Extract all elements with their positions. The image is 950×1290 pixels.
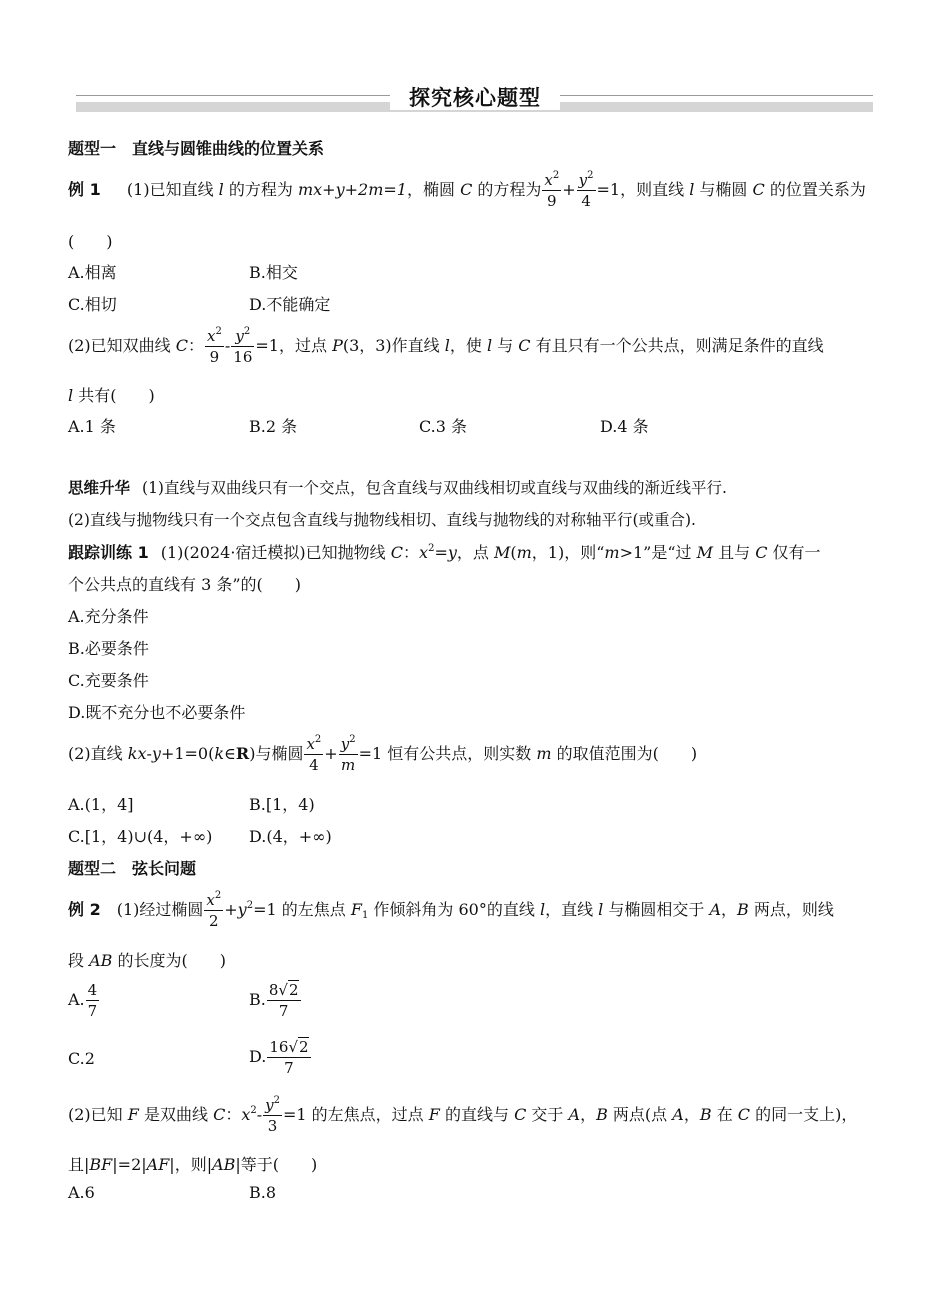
- type2-heading: 题型二 弦长问题: [68, 859, 197, 878]
- ex1-label: 例 1: [68, 180, 101, 199]
- ex2-q1-line2: 段 AB 的长度为( ): [68, 951, 226, 970]
- ex2-q2-line1: (2)已知 F 是双曲线 C：$x^2-$ $\frac{y^2}{3}$ =1 的左焦点，过点 F 的直线与 C 交于 A，B 两点(点 A，B 在 C 的同一支上)，: [68, 1094, 858, 1135]
- ex2-q2-line2: 且|BF|=2|AF|，则|AB|等于( ): [68, 1155, 318, 1174]
- ex2-q1-line1: 例 2 (1)经过椭圆 $\frac{x^2}{2}$ $+y^2=1$ 的左焦点 $F_1$ 作倾斜角为 60°的直线 l，直线 l 与椭圆相交于 A，B 两点，则线: [68, 889, 834, 930]
- track1-q2-option-c: C.[1，4)∪(4，+∞): [68, 827, 213, 846]
- fraction: $\frac{4}{7}$: [87, 980, 98, 1020]
- ex2-q1-option-a: A. $\frac{4}{7}$: [68, 980, 98, 1020]
- ex1-q1-option-c: C.相切: [68, 295, 117, 314]
- track1-q2-line1: (2)直线 kx-y+1=0(k∈R)与椭圆 $\frac{x^2}{4}$ + $\frac{y^2}{m}$ =1 恒有公共点，则实数 m 的取值范围为( ): [68, 733, 698, 774]
- ex2-q1-option-c: C.2: [68, 1049, 95, 1068]
- thinking-line1: 思维升华 (1)直线与双曲线只有一个交点，包含直线与双曲线相切或直线与双曲线的渐近线平行.: [68, 479, 727, 497]
- track1-q2-option-d: D.(4，+∞): [249, 827, 332, 846]
- track1-q1-option-d: D.既不充分也不必要条件: [68, 703, 246, 722]
- fraction: $\frac{8√2}{7}$: [268, 980, 299, 1020]
- ex1-q1-option-b: B.相交: [249, 263, 298, 282]
- section-header-title: 探究核心题型: [390, 82, 560, 110]
- fraction: $\frac{x^2}{9}$: [207, 325, 222, 366]
- type1-heading: 题型一 直线与圆锥曲线的位置关系: [68, 139, 325, 158]
- ex2-label: 例 2: [68, 900, 101, 919]
- ex2-q2-option-a: A.6: [68, 1183, 95, 1202]
- ex2-q2-option-b: B.8: [249, 1183, 277, 1202]
- track1-q1-option-a: A.充分条件: [68, 607, 149, 626]
- fraction: $\frac{y^2}{3}$: [265, 1094, 280, 1135]
- track1-label: 跟踪训练 1: [68, 543, 149, 562]
- track1-q2-option-a: A.(1，4]: [68, 795, 134, 814]
- fraction: $\frac{x^2}{9}$: [544, 169, 560, 210]
- ex1-q2-line1: (2)已知双曲线 C： $\frac{x^2}{9}$ - $\frac{y^2}{16}$ =1，过点 P(3，3)作直线 l，使 l 与 C 有且只有一个公共点，则满足条件的直线: [68, 325, 824, 366]
- thinking-line2: (2)直线与抛物线只有一个交点包含直线与抛物线相切、直线与抛物线的对称轴平行(或重合).: [68, 511, 696, 529]
- ex1-q2-option-d: D.4 条: [600, 417, 649, 436]
- ex1-q1-option-d: D.不能确定: [249, 295, 331, 314]
- ex1-q2-option-c: C.3 条: [419, 417, 468, 436]
- ex1-q1-option-a: A.相离: [68, 263, 117, 282]
- track1-q1-line2: 个公共点的直线有 3 条”的( ): [68, 575, 302, 594]
- fraction: $\frac{x^2}{4}$: [306, 733, 322, 774]
- track1-q1-option-c: C.充要条件: [68, 671, 149, 690]
- ex2-q1-option-b: B. $\frac{8√2}{7}$: [249, 980, 299, 1020]
- thinking-label: 思维升华: [68, 479, 131, 497]
- ex1-q2-option-b: B.2 条: [249, 417, 298, 436]
- ex1-q2-line2: l 共有( ): [68, 386, 155, 405]
- ex1-q1-line1: 例 1 (1)已知直线 l 的方程为 mx+y+2m=1，椭圆 C 的方程为 $\frac{x^2}{9}$ + $\frac{y^2}{4}$ =1，则直线 l 与椭圆 C 的位置关系为: [68, 169, 866, 210]
- track1-q2-option-b: B.[1，4): [249, 795, 315, 814]
- ex1-q2-option-a: A.1 条: [68, 417, 116, 436]
- fraction: $\frac{y^2}{16}$: [233, 325, 253, 366]
- ex1-q1-blank: ( ): [68, 232, 113, 251]
- fraction: $\frac{y^2}{m}$: [340, 733, 356, 774]
- fraction: $\frac{16√2}{7}$: [269, 1037, 309, 1077]
- ex2-q1-option-d: D. $\frac{16√2}{7}$: [249, 1037, 309, 1077]
- track1-q1-option-b: B.必要条件: [68, 639, 149, 658]
- fraction: $\frac{x^2}{2}$: [206, 889, 222, 930]
- fraction: $\frac{y^2}{4}$: [578, 169, 594, 210]
- track1-q1-line1: 跟踪训练 1 (1)(2024·宿迁模拟)已知抛物线 C：$x^2=y$，点 M(m，1)，则“m>1”是“过 M 且与 C 仅有一: [68, 543, 821, 562]
